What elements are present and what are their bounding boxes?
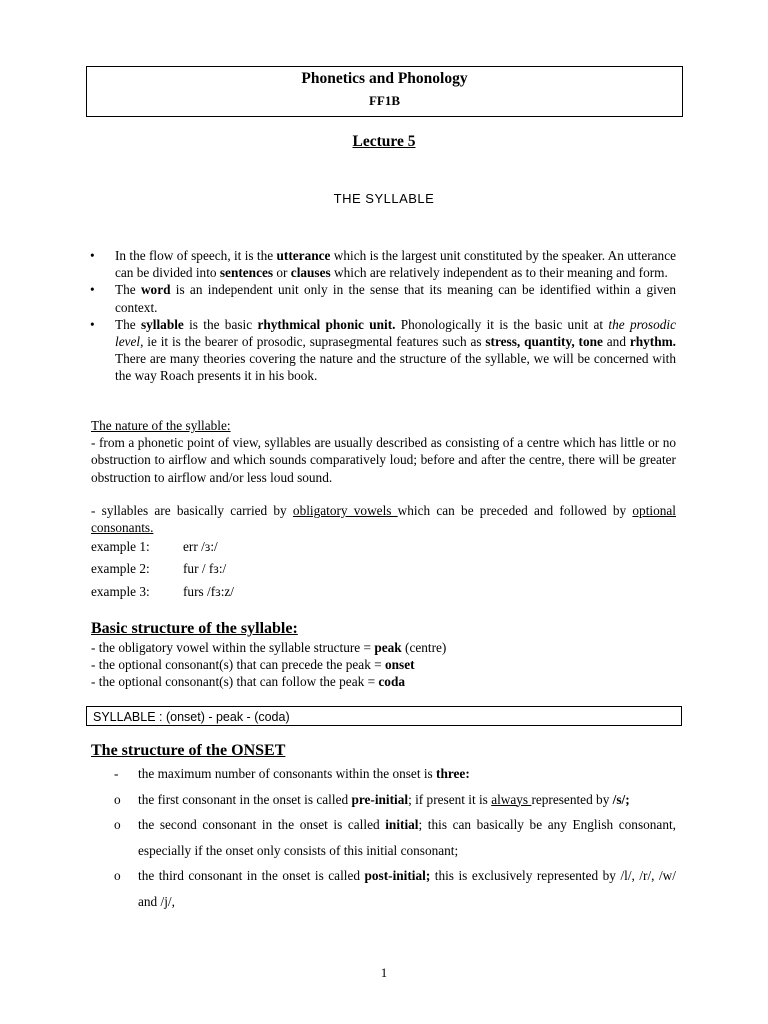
circle-marker: o bbox=[114, 791, 121, 807]
topic-heading: THE SYLLABLE bbox=[333, 191, 435, 206]
vowel-paragraph: - syllables are basically carried by obligatory vowels which can be preceded and followed by optional consonants. bbox=[91, 503, 676, 536]
onset-list bbox=[114, 761, 676, 914]
example-line: example 3: furs /fɜ:z/ bbox=[91, 584, 234, 599]
bullet-icon: • bbox=[90, 316, 95, 332]
page-number: 1 bbox=[380, 965, 388, 980]
intro-bullet-list bbox=[90, 247, 676, 385]
basic-structure-list bbox=[91, 639, 676, 691]
circle-marker: o bbox=[114, 817, 121, 832]
list-item: o the third consonant in the onset is called post-initial; this is exclusively represented by /l/, /r/, /w/ and /j/, bbox=[114, 863, 676, 914]
list-item: • The word is an independent unit only in the sense that its meaning can be identified within a given context. bbox=[90, 282, 676, 315]
list-item: - the obligatory vowel within the syllable structure = peak (centre) bbox=[91, 640, 447, 655]
course-title: Phonetics and Phonology bbox=[301, 70, 468, 87]
basic-structure-heading: Basic structure of the syllable: bbox=[91, 620, 298, 637]
nature-heading: The nature of the syllable: bbox=[91, 418, 231, 433]
bullet-icon: • bbox=[90, 282, 95, 298]
list-item: - the maximum number of consonants within the onset is three: bbox=[114, 761, 676, 787]
circle-marker: o bbox=[114, 868, 121, 883]
dash-marker: - bbox=[114, 766, 119, 781]
list-item: o the first consonant in the onset is called pre-initial; if present it is always represented by /s/; bbox=[114, 787, 676, 813]
nature-section bbox=[91, 417, 676, 486]
example-line: example 1: err /ɜ:/ bbox=[91, 539, 218, 554]
example-line: example 2: fur / fɜ:/ bbox=[91, 561, 227, 576]
syllable-formula-box: SYLLABLE : (onset) - peak - (coda) bbox=[86, 706, 682, 726]
title-box bbox=[86, 66, 683, 117]
course-code: FF1B bbox=[368, 93, 401, 108]
list-item: - the optional consonant(s) that can precede the peak = onset bbox=[91, 657, 415, 673]
nature-paragraph: - from a phonetic point of view, syllables are usually described as consisting of a centre which has little or no obstruction to airflow and which sounds comparatively loud; before and after the centre, there will be greater obstruction to airflow and/or less loud sound. bbox=[91, 435, 676, 485]
onset-heading: The structure of the ONSET bbox=[91, 742, 286, 759]
list-item: • The syllable is the basic rhythmical phonic unit. Phonologically it is the basic unit at the prosodic level, ie it is the bearer of prosodic, suprasegmental features such as stress, quantity, tone and rhythm. There are many theories covering the nature and the structure of the syllable, we will be concerned with the way Roach presents it in his book. bbox=[90, 316, 677, 384]
list-item: • In the flow of speech, it is the utterance which is the largest unit constituted by the speaker. An utterance can be divided into sentences or clauses which are relatively independent as to their meaning and form. bbox=[90, 248, 676, 281]
bullet-icon: • bbox=[90, 248, 95, 263]
list-item: o the second consonant in the onset is called initial; this can basically be any English consonant, especially if the onset only consists of this initial consonant; bbox=[114, 812, 676, 863]
lecture-heading: Lecture 5 bbox=[352, 133, 416, 150]
list-item: - the optional consonant(s) that can follow the peak = coda bbox=[91, 674, 405, 690]
